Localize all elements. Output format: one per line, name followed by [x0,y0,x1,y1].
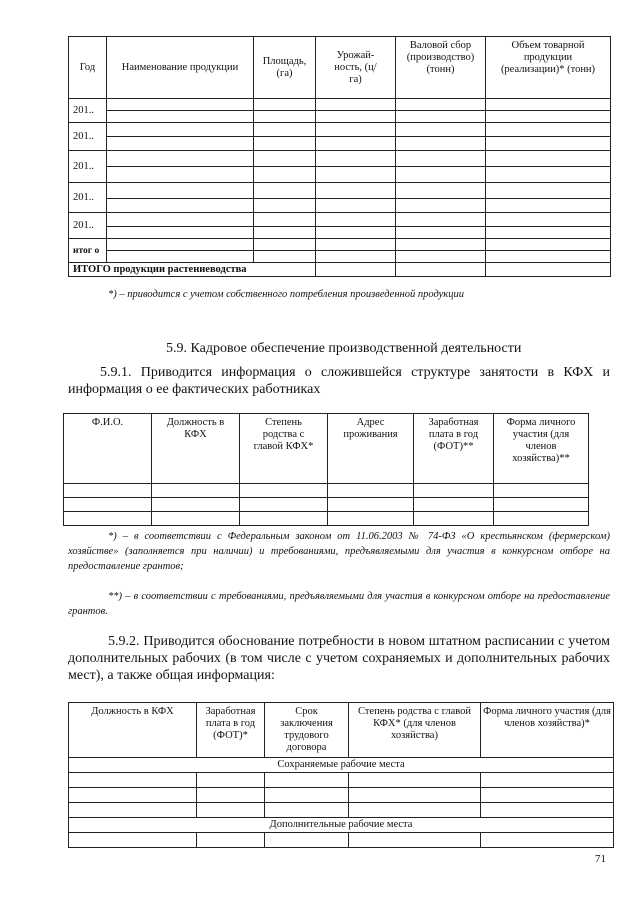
production-footnote: *) – приводится с учетом собственного потребления произведенной продукции [108,289,464,300]
header-position: Должность в КФХ [152,414,240,484]
total-row-label: итог о [69,239,107,263]
table-row [64,498,589,512]
table-row [69,773,614,788]
header-salary: Заработная плата в год (ФОТ)** [414,414,494,484]
header-full-name: Ф.И.О. [64,414,152,484]
header-relationship: Степень родства с главой КФХ* (для членов хозяйства) [349,703,481,758]
section-title: 5.9. Кадровое обеспечение производственной деятельности [166,341,522,356]
header-area: Площадь, (га) [254,37,316,99]
header-participation: Форма личного участия (для членов хозяйства)* [481,703,614,758]
header-participation: Форма личного участия (для членов хозяйства)** [494,414,589,484]
grand-total-label: ИТОГО продукции растениеводства [69,263,316,277]
table-row [64,484,589,498]
production-table [68,36,611,277]
additional-jobs-label: Дополнительные рабочие места [69,818,614,833]
table-row [69,788,614,803]
header-product-name: Наименование продукции [107,37,254,99]
header-year: Год [69,37,107,99]
header-gross-harvest: Валовой сбор (производство) (тонн) [396,37,486,99]
paragraph-5-9-2: 5.9.2. Приводится обоснование потребности в новом штатном расписании с учетом дополнительных рабочих (в том числе с учетом сохраняемых и дополнительных рабочих мест), а также общая информация: [68,634,610,683]
year-cell: 201.. [69,123,107,151]
header-contract-term: Срок заключения трудового договора [265,703,349,758]
header-yield: Урожай-ность, (ц/га) [316,37,396,99]
workers-footnote-1: *) – в соответствии с Федеральным законом от 11.06.2003 № 74-ФЗ «О крестьянском (фермерском) хозяйстве» (заполняется при наличии) и требованиями, предъявляемыми для участия в конкурсном отборе на предоставление грантов; [68,531,610,572]
page-number: 71 [595,853,606,865]
year-cell: 201.. [69,99,107,123]
staff-table [68,702,614,848]
workers-footnote-2: **) – в соответствии с требованиями, предъявляемыми для участия в конкурсном отборе на предоставление грантов. [68,591,610,617]
year-cell: 201.. [69,183,107,213]
paragraph-5-9-1: 5.9.1. Приводится информация о сложившейся структуре занятости в КФХ и информация о ее фактических работниках [68,365,610,397]
header-salary: Заработная плата в год (ФОТ)* [197,703,265,758]
saved-jobs-label: Сохраняемые рабочие места [69,758,614,773]
year-cell: 201.. [69,151,107,183]
table-row [69,803,614,818]
header-relationship: Степень родства с главой КФХ* [240,414,328,484]
table-row [69,833,614,848]
year-cell: 201.. [69,213,107,239]
table-row [64,512,589,526]
header-address: Адрес проживания [328,414,414,484]
workers-table [63,413,589,526]
header-position: Должность в КФХ [69,703,197,758]
header-commodity-volume: Объем товарной продукции (реализации)* (тонн) [486,37,611,99]
